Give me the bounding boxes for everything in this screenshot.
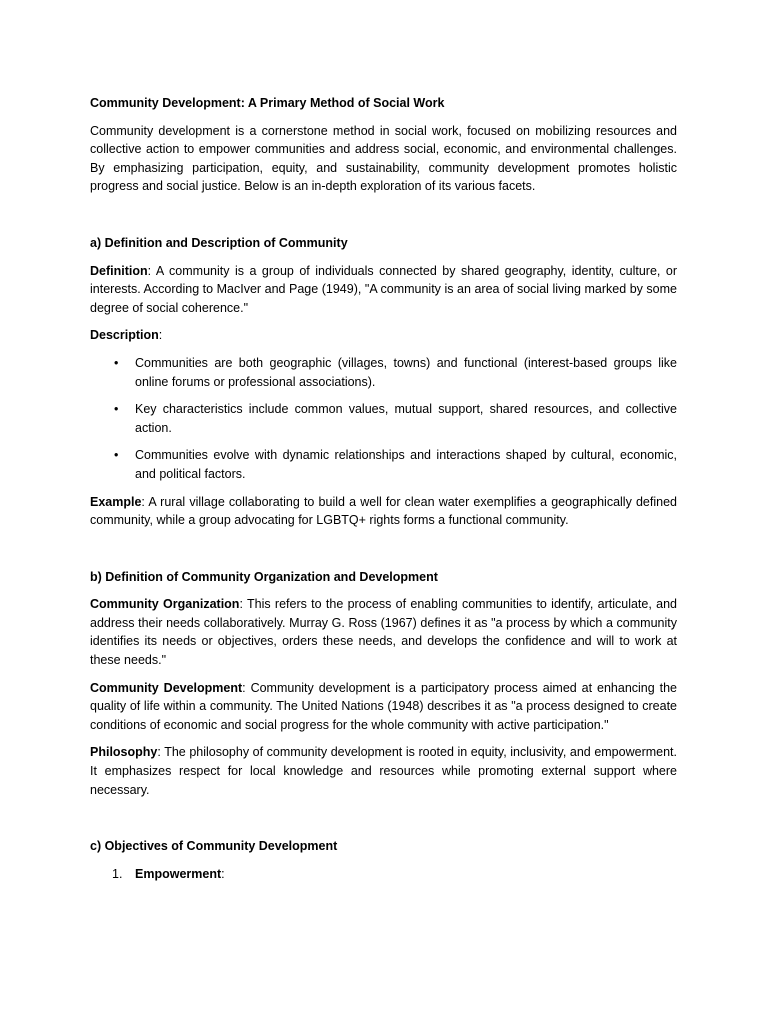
document-page	[90, 94, 677, 883]
section-c-heading: c) Objectives of Community Development	[90, 839, 338, 854]
description-paragraph	[90, 326, 677, 345]
objective-label: Empowerment	[135, 866, 222, 881]
intro-paragraph: Community development is a cornerstone method in social work, focused on mobilizing resources and collective action to empower communities and address social, economic, and environmental challenges. By emphasizing participation, equity, and sustainability, community development promotes holistic progress and social justice. Below is an in-depth exploration of its various facets.	[90, 123, 677, 194]
description-colon: :	[158, 328, 163, 343]
bullet-text: Communities are both geographic (villages, towns) and functional (interest-based groups like online forums or professional associations).	[135, 355, 677, 389]
example-paragraph	[90, 493, 677, 530]
philosophy-text: : The philosophy of community development is rooted in equity, inclusivity, and empowerment. It emphasizes respect for local knowledge and resources while promoting external support where necessary.	[90, 745, 677, 797]
list-item	[90, 865, 677, 884]
bullet-icon: •	[114, 402, 119, 417]
list-number: 1.	[112, 866, 123, 881]
bullet-icon: •	[114, 448, 119, 463]
list-item	[90, 400, 677, 437]
objective-suffix: :	[221, 866, 225, 881]
objectives-list	[90, 865, 677, 884]
philosophy-paragraph	[90, 743, 677, 799]
philosophy-label: Philosophy	[90, 745, 158, 760]
list-item	[90, 354, 677, 391]
definition-text: : A community is a group of individuals connected by shared geography, identity, culture, or interests. According to MacIver and Page (1949), "A community is an area of social living marked by some degree of social coherence."	[90, 263, 677, 315]
bullet-text: Communities evolve with dynamic relationships and interactions shaped by cultural, economic, and political factors.	[135, 448, 677, 481]
document-title: Community Development: A Primary Method of Social Work	[90, 96, 445, 110]
community-organization-paragraph	[90, 595, 677, 669]
example-label: Example	[90, 494, 142, 509]
description-bullet-list	[90, 354, 677, 484]
community-development-text: : Community development is a participatory process aimed at enhancing the quality of life within a community. The United Nations (1948) describes it as "a process designed to create conditions of economic and social progress for the whole community with active participation."	[90, 680, 678, 732]
community-development-paragraph	[90, 679, 677, 735]
bullet-text: Key characteristics include common values, mutual support, shared resources, and collective action.	[135, 402, 677, 435]
description-label: Description	[90, 328, 159, 343]
list-item	[90, 446, 677, 483]
community-development-label: Community Development	[90, 680, 243, 695]
community-organization-text: : This refers to the process of enabling communities to identify, articulate, and address their needs collaboratively. Murray G. Ross (1967) defines it as "a process by which a community identifies its needs or objectives, orders these needs, and develops the confidence and will to work at these needs."	[90, 597, 677, 668]
section-b-heading: b) Definition of Community Organization and Development	[90, 569, 438, 584]
community-organization-label: Community Organization	[90, 597, 240, 612]
definition-paragraph	[90, 262, 677, 318]
section-a-heading: a) Definition and Description of Community	[90, 235, 348, 250]
bullet-icon: •	[114, 355, 119, 370]
definition-label: Definition	[90, 263, 148, 278]
example-text: : A rural village collaborating to build a well for clean water exemplifies a geographically defined community, while a group advocating for LGBTQ+ rights forms a functional community.	[90, 494, 677, 528]
